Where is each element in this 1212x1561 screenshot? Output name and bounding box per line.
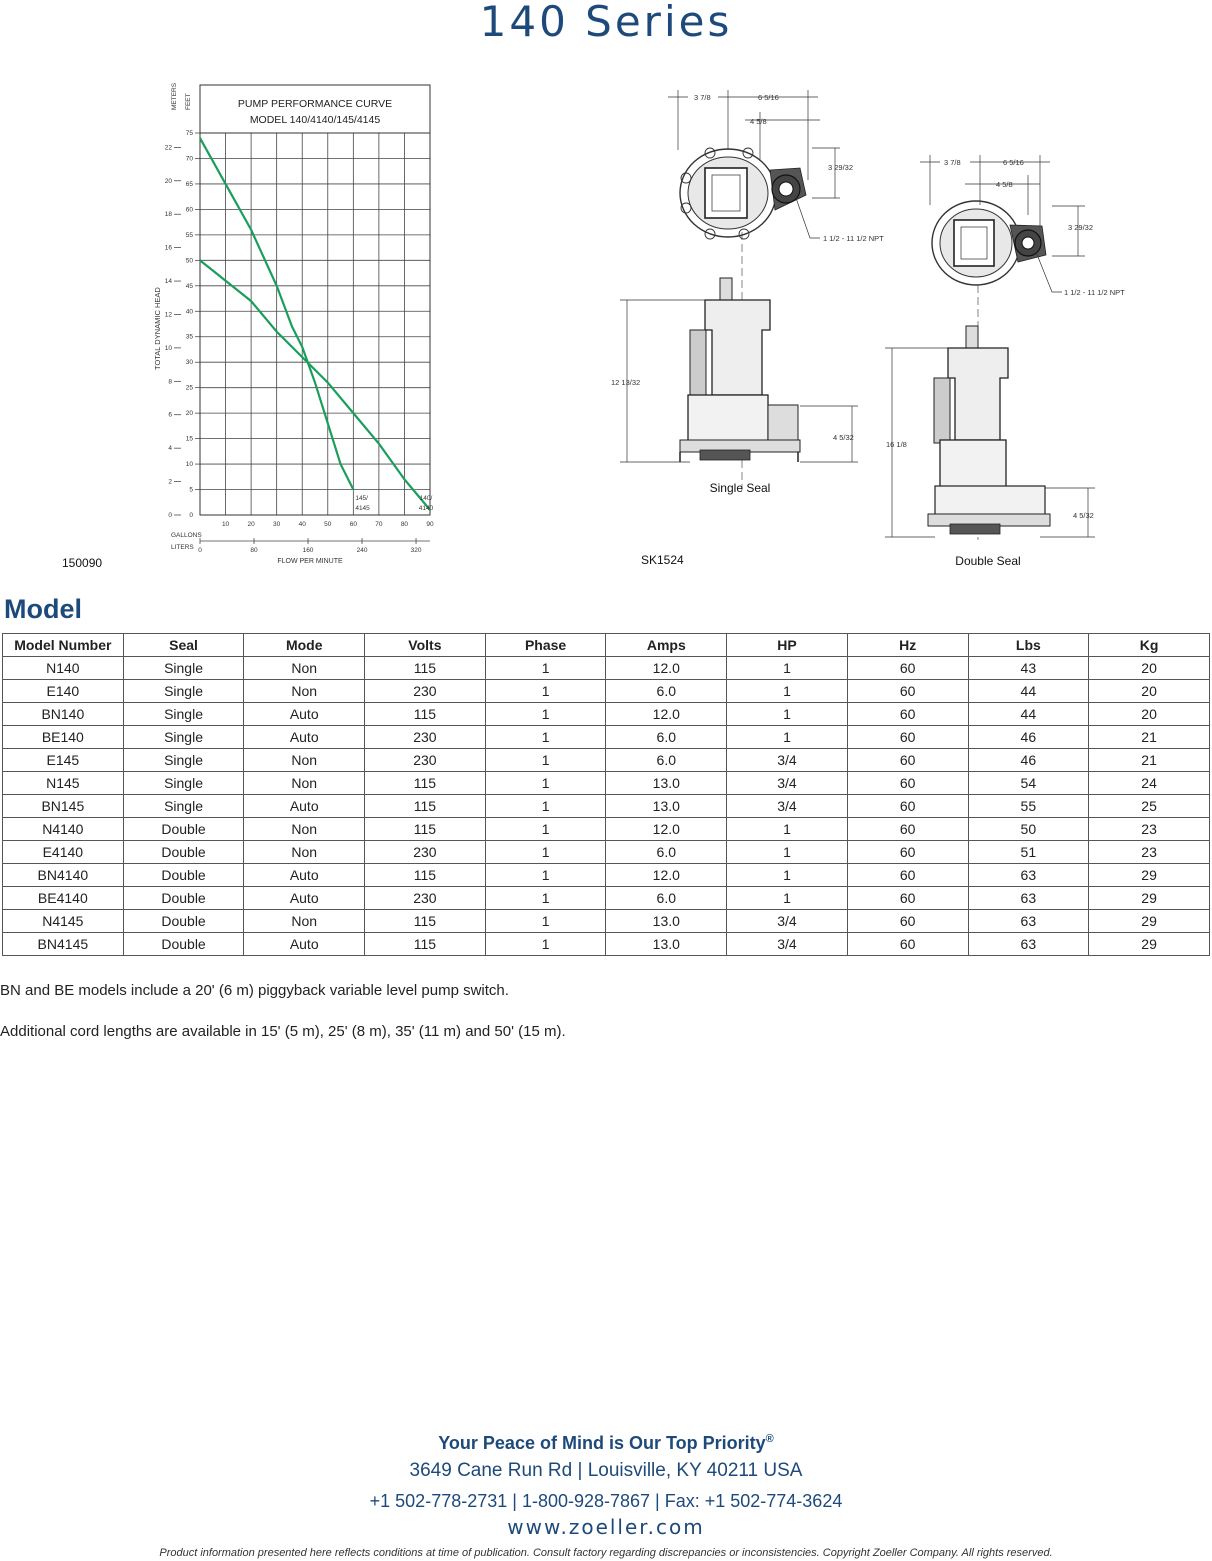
- footer-tagline: [0, 1433, 1212, 1454]
- table-cell: Single: [123, 657, 244, 680]
- table-cell: 3/4: [727, 910, 848, 933]
- table-cell: 60: [847, 910, 968, 933]
- table-cell: BN4140: [3, 864, 124, 887]
- single-npt: 1 1/2 - 11 1/2 NPT: [823, 234, 884, 243]
- model-table: [2, 633, 1210, 956]
- liter-tick-label: 80: [250, 547, 258, 554]
- single-seal-elevation: [611, 232, 858, 495]
- x-tick-label: 10: [221, 521, 230, 528]
- liters-unit-label: LITERS: [171, 544, 194, 551]
- meter-tick-label: 22: [164, 144, 172, 152]
- table-cell: 1: [727, 887, 848, 910]
- table-cell: 29: [1089, 864, 1210, 887]
- table-cell: 1: [485, 772, 606, 795]
- table-cell: 1: [485, 680, 606, 703]
- double-base: 4 5/32: [1073, 511, 1094, 520]
- footer-disclaimer: Product information presented here reflects conditions at time of publication. Consult factory regarding discrepancies or inconsistencies. Copyright Zoeller Company. All rights reserved.: [159, 1547, 1053, 1559]
- y-tick-label: 55: [185, 231, 193, 239]
- table-cell: 115: [365, 864, 486, 887]
- single-height: 12 13/32: [611, 378, 641, 387]
- dimension-drawing: [600, 80, 1140, 580]
- table-cell: 1: [485, 795, 606, 818]
- table-cell: 115: [365, 933, 486, 956]
- table-row: [3, 841, 1210, 864]
- table-cell: 12.0: [606, 818, 727, 841]
- table-cell: Double: [123, 887, 244, 910]
- table-cell: Auto: [244, 726, 365, 749]
- series-label: 140/: [419, 495, 433, 502]
- table-cell: 230: [365, 841, 486, 864]
- y-tick-label: 35: [185, 333, 193, 341]
- double-dim-top-left: 3 7/8: [944, 158, 961, 167]
- website-link[interactable]: www.zoeller.com: [507, 1515, 705, 1539]
- table-cell: 115: [365, 657, 486, 680]
- table-cell: 1: [485, 818, 606, 841]
- table-cell: Double: [123, 841, 244, 864]
- table-cell: Auto: [244, 864, 365, 887]
- column-header: Hz: [847, 634, 968, 657]
- y-tick-label: 75: [185, 130, 193, 137]
- page-title: 140 Series: [479, 0, 733, 46]
- table-cell: 12.0: [606, 864, 727, 887]
- table-cell: N4145: [3, 910, 124, 933]
- table-header-row: [3, 634, 1210, 657]
- switch-note: BN and BE models include a 20' (6 m) piggyback variable level pump switch.: [0, 982, 509, 999]
- table-cell: BN140: [3, 703, 124, 726]
- table-cell: 25: [1089, 795, 1210, 818]
- single-seal-top-view: [668, 90, 884, 243]
- table-cell: Double: [123, 933, 244, 956]
- table-row: [3, 818, 1210, 841]
- meter-tick-label: 10: [164, 344, 172, 352]
- table-cell: Single: [123, 680, 244, 703]
- table-cell: 29: [1089, 887, 1210, 910]
- table-cell: 6.0: [606, 726, 727, 749]
- table-cell: Non: [244, 772, 365, 795]
- table-cell: Double: [123, 910, 244, 933]
- y-tick-label: 50: [185, 257, 193, 265]
- table-cell: 60: [847, 657, 968, 680]
- meter-tick-label: 16: [164, 244, 172, 252]
- y-tick-label: 20: [185, 410, 193, 418]
- table-cell: 115: [365, 772, 486, 795]
- table-cell: 44: [968, 703, 1089, 726]
- meter-tick-label: 20: [164, 177, 172, 185]
- footer-address: 3649 Cane Run Rd | Louisville, KY 40211 USA: [409, 1460, 803, 1481]
- table-cell: 1: [727, 726, 848, 749]
- table-cell: BE4140: [3, 887, 124, 910]
- table-cell: 1: [485, 887, 606, 910]
- column-header: Mode: [244, 634, 365, 657]
- table-cell: 13.0: [606, 795, 727, 818]
- table-cell: N4140: [3, 818, 124, 841]
- table-cell: 115: [365, 910, 486, 933]
- table-cell: 1: [485, 703, 606, 726]
- chart-figure-id: 150090: [62, 556, 103, 570]
- table-cell: E145: [3, 749, 124, 772]
- table-row: [3, 749, 1210, 772]
- x-tick-label: 70: [375, 521, 383, 528]
- table-cell: 115: [365, 795, 486, 818]
- table-cell: 60: [847, 841, 968, 864]
- table-cell: 60: [847, 749, 968, 772]
- table-cell: 51: [968, 841, 1089, 864]
- double-seal-caption: Double Seal: [955, 554, 1021, 568]
- y-tick-label: 15: [185, 435, 193, 443]
- table-cell: 63: [968, 864, 1089, 887]
- table-cell: 1: [485, 910, 606, 933]
- table-cell: 3/4: [727, 795, 848, 818]
- table-cell: 60: [847, 864, 968, 887]
- meter-tick-label: 2: [168, 478, 172, 486]
- table-cell: 6.0: [606, 749, 727, 772]
- single-dim-side: 3 29/32: [828, 163, 854, 172]
- performance-chart: [140, 80, 440, 570]
- y-axis-label: TOTAL DYNAMIC HEAD: [153, 287, 162, 370]
- table-cell: 230: [365, 680, 486, 703]
- table-cell: 115: [365, 703, 486, 726]
- table-cell: 230: [365, 726, 486, 749]
- table-cell: 55: [968, 795, 1089, 818]
- meter-tick-label: 0: [168, 512, 172, 519]
- double-seal-top-view: [920, 155, 1125, 297]
- table-cell: 13.0: [606, 910, 727, 933]
- table-cell: Auto: [244, 933, 365, 956]
- y-tick-label: 45: [185, 282, 193, 290]
- table-cell: E140: [3, 680, 124, 703]
- table-cell: 63: [968, 910, 1089, 933]
- table-cell: 46: [968, 749, 1089, 772]
- table-cell: 60: [847, 933, 968, 956]
- single-seal-caption: Single Seal: [709, 481, 771, 495]
- table-cell: 1: [727, 841, 848, 864]
- table-cell: 1: [485, 933, 606, 956]
- y-tick-label: 30: [185, 359, 193, 367]
- table-row: [3, 864, 1210, 887]
- table-cell: Single: [123, 726, 244, 749]
- table-cell: 115: [365, 818, 486, 841]
- table-row: [3, 887, 1210, 910]
- table-cell: 21: [1089, 749, 1210, 772]
- table-cell: 20: [1089, 657, 1210, 680]
- column-header: Seal: [123, 634, 244, 657]
- table-cell: 60: [847, 887, 968, 910]
- single-dim-top-left: 3 7/8: [694, 93, 711, 102]
- table-cell: 1: [727, 864, 848, 887]
- table-cell: 20: [1089, 680, 1210, 703]
- table-cell: 43: [968, 657, 1089, 680]
- x-axis-label: FLOW PER MINUTE: [277, 558, 343, 565]
- table-row: [3, 703, 1210, 726]
- table-cell: 23: [1089, 818, 1210, 841]
- table-cell: 46: [968, 726, 1089, 749]
- table-cell: N140: [3, 657, 124, 680]
- single-dim-top-right: 6 5/16: [758, 93, 779, 102]
- table-cell: 230: [365, 749, 486, 772]
- meter-tick-label: 14: [164, 278, 172, 286]
- table-cell: Non: [244, 818, 365, 841]
- table-cell: Single: [123, 749, 244, 772]
- x-tick-label: 40: [298, 521, 306, 528]
- table-cell: 6.0: [606, 841, 727, 864]
- table-cell: Double: [123, 864, 244, 887]
- meter-tick-label: 4: [168, 445, 172, 453]
- table-cell: N145: [3, 772, 124, 795]
- table-row: [3, 772, 1210, 795]
- column-header: HP: [727, 634, 848, 657]
- y-tick-label: 0: [189, 512, 193, 519]
- x-tick-label: 80: [400, 521, 409, 528]
- single-dim-mid: 4 5/8: [750, 117, 767, 126]
- table-cell: 60: [847, 680, 968, 703]
- table-cell: 1: [727, 680, 848, 703]
- table-cell: 24: [1089, 772, 1210, 795]
- table-row: [3, 795, 1210, 818]
- table-cell: 29: [1089, 933, 1210, 956]
- y-tick-label: 10: [185, 461, 193, 469]
- table-cell: 54: [968, 772, 1089, 795]
- table-cell: 23: [1089, 841, 1210, 864]
- x-tick-label: 50: [324, 521, 332, 528]
- chart-frame: [200, 85, 430, 515]
- model-section-title: Model: [4, 594, 82, 624]
- y-tick-label: 65: [185, 180, 193, 188]
- table-row: [3, 657, 1210, 680]
- registered-mark: ®: [765, 1433, 774, 1445]
- table-cell: Auto: [244, 795, 365, 818]
- table-cell: 20: [1089, 703, 1210, 726]
- x-tick-label: 20: [247, 521, 255, 528]
- table-cell: 3/4: [727, 933, 848, 956]
- table-cell: Single: [123, 772, 244, 795]
- meter-tick-label: 12: [164, 311, 172, 319]
- table-cell: BN145: [3, 795, 124, 818]
- table-cell: 44: [968, 680, 1089, 703]
- chart-subtitle: MODEL 140/4140/145/4145: [249, 114, 381, 126]
- liter-tick-label: 160: [302, 547, 314, 554]
- table-cell: 12.0: [606, 703, 727, 726]
- table-cell: 29: [1089, 910, 1210, 933]
- meter-tick-label: 18: [164, 211, 172, 219]
- double-dim-side: 3 29/32: [1068, 223, 1094, 232]
- table-cell: BN4145: [3, 933, 124, 956]
- column-header: Model Number: [3, 634, 124, 657]
- table-cell: 1: [727, 703, 848, 726]
- table-cell: 13.0: [606, 933, 727, 956]
- y-tick-label: 60: [185, 206, 193, 214]
- chart-grid: [200, 133, 430, 515]
- footer-phones: +1 502-778-2731 | 1-800-928-7867 | Fax: +1 502-774-3624: [369, 1491, 843, 1511]
- table-cell: Non: [244, 841, 365, 864]
- table-row: [3, 726, 1210, 749]
- table-cell: 63: [968, 933, 1089, 956]
- table-row: [3, 933, 1210, 956]
- single-base: 4 5/32: [833, 433, 854, 442]
- table-cell: 13.0: [606, 772, 727, 795]
- table-cell: Double: [123, 818, 244, 841]
- feet-unit-label: FEET: [185, 93, 192, 110]
- table-cell: 1: [485, 657, 606, 680]
- table-cell: 50: [968, 818, 1089, 841]
- table-cell: Non: [244, 749, 365, 772]
- table-cell: Non: [244, 910, 365, 933]
- table-row: [3, 680, 1210, 703]
- table-cell: BE140: [3, 726, 124, 749]
- liter-tick-label: 240: [356, 547, 368, 554]
- table-cell: 1: [485, 841, 606, 864]
- drawing-figure-id: SK1524: [641, 553, 684, 567]
- liter-tick-label: 0: [198, 547, 202, 554]
- tagline-text: Your Peace of Mind is Our Top Priority: [438, 1433, 766, 1453]
- table-cell: 1: [727, 818, 848, 841]
- double-dim-mid: 4 5/8: [996, 180, 1013, 189]
- double-height: 16 1/8: [886, 440, 907, 449]
- double-dim-top-right: 6 5/16: [1003, 158, 1024, 167]
- y-tick-label: 70: [185, 155, 193, 163]
- table-cell: 3/4: [727, 772, 848, 795]
- double-seal-elevation: [885, 285, 1095, 568]
- y-tick-label: 25: [185, 384, 193, 392]
- table-cell: Auto: [244, 887, 365, 910]
- gallons-unit-label: GALLONS: [171, 532, 202, 539]
- column-header: Kg: [1089, 634, 1210, 657]
- table-cell: 12.0: [606, 657, 727, 680]
- x-tick-label: 30: [273, 521, 281, 528]
- table-cell: 230: [365, 887, 486, 910]
- table-cell: 1: [485, 864, 606, 887]
- y-tick-label: 40: [185, 308, 193, 316]
- x-tick-label: 90: [426, 521, 434, 528]
- series-label: 4145: [355, 505, 370, 512]
- table-cell: 60: [847, 772, 968, 795]
- x-tick-label: 60: [349, 521, 357, 528]
- chart-title: PUMP PERFORMANCE CURVE: [237, 98, 393, 110]
- table-cell: 21: [1089, 726, 1210, 749]
- table-cell: 6.0: [606, 887, 727, 910]
- column-header: Volts: [365, 634, 486, 657]
- liter-tick-label: 320: [410, 547, 422, 554]
- meters-unit-label: METERS: [171, 82, 178, 110]
- table-cell: E4140: [3, 841, 124, 864]
- table-cell: 60: [847, 703, 968, 726]
- meter-tick-label: 8: [168, 378, 172, 386]
- table-cell: Single: [123, 795, 244, 818]
- cord-note: Additional cord lengths are available in 15' (5 m), 25' (8 m), 35' (11 m) and 50' (15 m).: [0, 1023, 566, 1040]
- table-cell: 60: [847, 795, 968, 818]
- meter-tick-label: 6: [168, 411, 172, 419]
- table-cell: 1: [727, 657, 848, 680]
- table-cell: 6.0: [606, 680, 727, 703]
- table-cell: 1: [485, 749, 606, 772]
- table-cell: 60: [847, 726, 968, 749]
- table-cell: Auto: [244, 703, 365, 726]
- table-cell: 60: [847, 818, 968, 841]
- series-label: 4140: [418, 505, 434, 512]
- column-header: Amps: [606, 634, 727, 657]
- table-cell: Non: [244, 680, 365, 703]
- y-tick-label: 5: [189, 486, 193, 494]
- table-row: [3, 910, 1210, 933]
- table-cell: 3/4: [727, 749, 848, 772]
- table-cell: Single: [123, 703, 244, 726]
- series-label: 145/: [355, 495, 368, 502]
- table-cell: Non: [244, 657, 365, 680]
- column-header: Phase: [485, 634, 606, 657]
- table-cell: 63: [968, 887, 1089, 910]
- table-cell: 1: [485, 726, 606, 749]
- column-header: Lbs: [968, 634, 1089, 657]
- double-npt: 1 1/2 - 11 1/2 NPT: [1064, 288, 1125, 297]
